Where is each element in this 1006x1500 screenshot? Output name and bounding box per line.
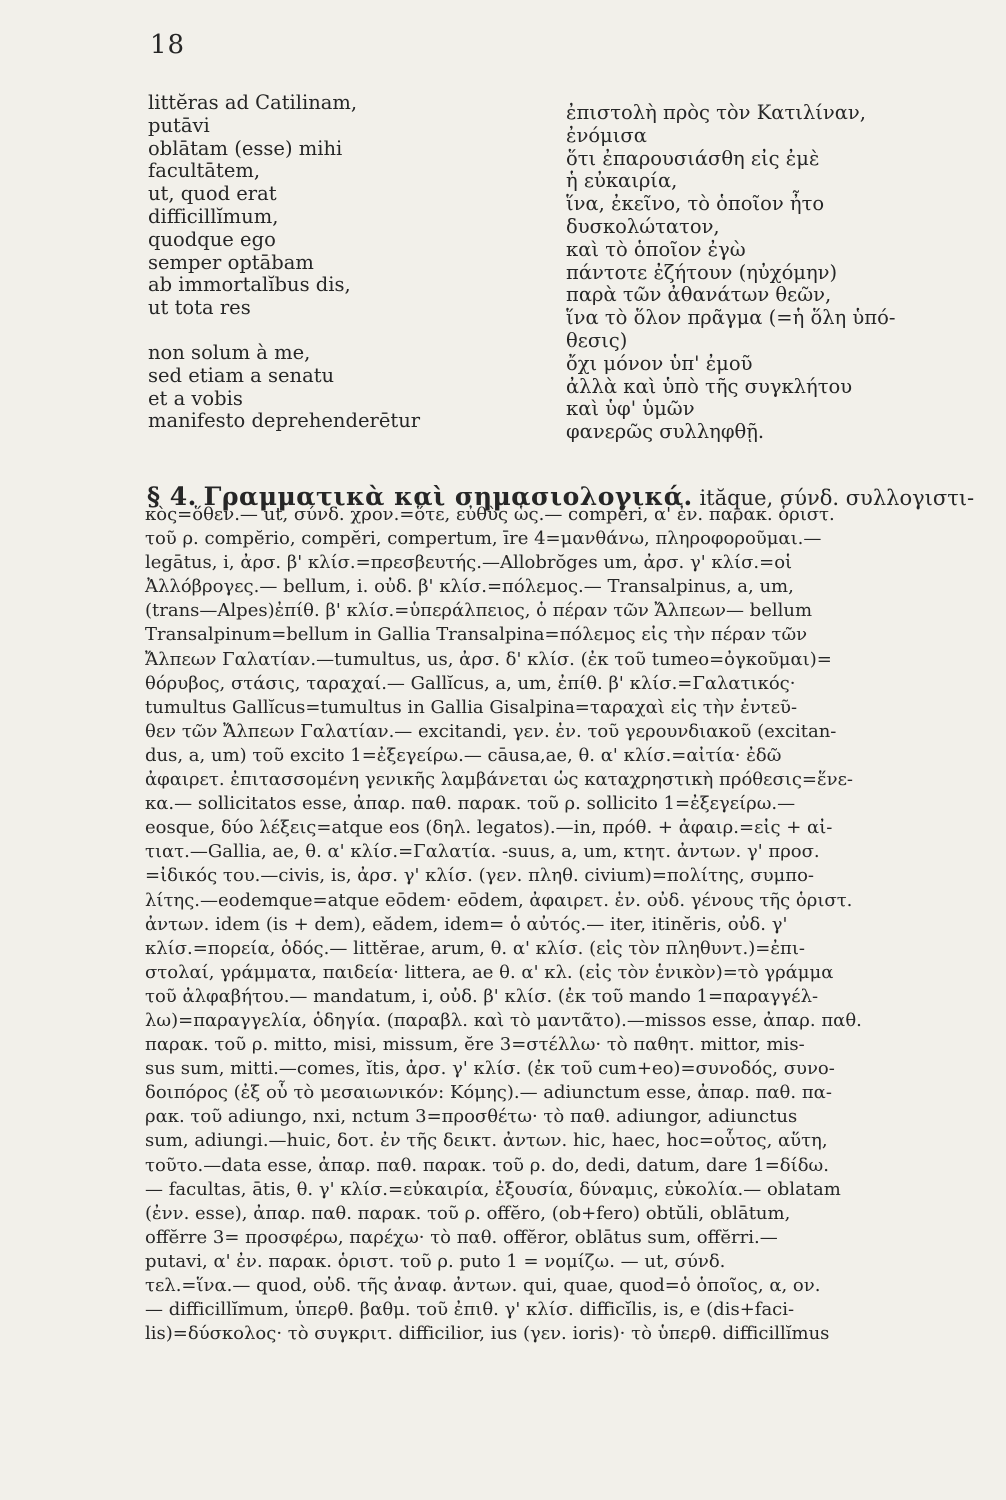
latin-line: sed etiam a senatu xyxy=(148,363,335,387)
body-line: τοῦ ρ. compĕrio, compĕri, compertum, īre 4=μανθάνω, πληροφοροῦμαι.— xyxy=(145,528,822,550)
body-line: putavi, α' ἐν. παρακ. ὁριστ. τοῦ ρ. puto 1 = νομίζω. — ut, σύνδ. xyxy=(145,1250,726,1272)
latin-line: et a vobis xyxy=(148,386,243,410)
body-line: τιατ.—Gallia, ae, θ. α' κλίσ.=Γαλατία. -suus, a, um, κτητ. ἀντων. γ' προσ. xyxy=(145,841,820,863)
body-line: κα.— sollicitatos esse, ἀπαρ. παθ. παρακ. τοῦ ρ. sollicito 1=ἐξεγείρω.— xyxy=(145,793,796,815)
body-line: (ἐνν. esse), ἀπαρ. παθ. παρακ. τοῦ ρ. offĕro, (ob+fero) obtŭli, oblātum, xyxy=(145,1202,791,1224)
latin-text-column xyxy=(148,92,548,433)
grammar-notes-body xyxy=(145,503,985,1346)
latin-line: difficillĭmum, xyxy=(148,204,279,228)
greek-line: παρὰ τῶν ἀθανάτων θεῶν, xyxy=(566,283,832,307)
latin-line: non solum à me, xyxy=(148,340,311,364)
body-line: — facultas, ātis, θ. γ' κλίσ.=εὐκαιρία, ἐξουσία, δύναμις, εὐκολία.— oblatam xyxy=(145,1178,841,1200)
greek-line: πάντοτε ἐζήτουν (ηὐχόμην) xyxy=(566,260,838,284)
greek-line: καὶ ὑφ' ὑμῶν xyxy=(566,397,695,421)
latin-line: littĕras ad Catilinam, xyxy=(148,91,358,114)
greek-line: ἀλλὰ καὶ ὑπὸ τῆς συγκλήτου xyxy=(566,374,853,398)
body-line: Ἄλπεων Γαλατίαν.—tumultus, us, ἀρσ. δ' κλίσ. (ἐκ τοῦ tumeo=ὀγκοῦμαι)= xyxy=(145,648,832,670)
body-line: dus, a, um) τοῦ excito 1=ἐξεγείρω.— cāusa,ae, θ. α' κλίσ.=αἰτία· ἐδῶ xyxy=(145,744,782,766)
body-line: θεν τῶν Ἄλπεων Γαλατίαν.— excitandi, γεν. ἐν. τοῦ γερουνδιακοῦ (excitan- xyxy=(145,720,837,742)
body-line: eosque, δύο λέξεις=atque eos (δηλ. legatos).—in, πρόθ. + ἀφαιρ.=εἰς + αἰ- xyxy=(145,817,833,839)
body-line: θόρυβος, στάσις, ταραχαί.— Gallĭcus, a, um, ἐπίθ. β' κλίσ.=Γαλατικός· xyxy=(145,672,796,694)
latin-line: manifesto deprehenderētur xyxy=(148,409,421,433)
latin-line-gap xyxy=(148,320,548,342)
greek-translation-column xyxy=(566,102,986,444)
latin-line: ut tota res xyxy=(148,296,251,320)
body-line: Transalpinum=bellum in Gallia Transalpina=πόλεμος εἰς τὴν πέραν τῶν xyxy=(145,624,808,646)
body-line: τοῦ ἀλφαβήτου.— mandatum, i, οὐδ. β' κλίσ. (ἐκ τοῦ mando 1=παραγγέλ- xyxy=(145,985,819,1007)
body-line: lis)=δύσκολος· τὸ συγκριτ. difficilior, ius (γεν. ioris)· τὸ ὑπερθ. difficillĭmus xyxy=(145,1323,830,1345)
latin-line: semper optābam xyxy=(148,250,314,274)
greek-line: θεσις) xyxy=(566,328,628,352)
body-line: legātus, i, ἀρσ. β' κλίσ.=πρεσβευτής.—Allobrŏges um, ἀρσ. γ' κλίσ.=οἱ xyxy=(145,552,793,574)
latin-line: quodque ego xyxy=(148,227,276,251)
body-line: =ἰδικός του.—civis, is, ἀρσ. γ' κλίσ. (γεν. πληθ. civium)=πολίτης, συμπο- xyxy=(145,865,815,887)
body-line: — difficillĭmum, ὑπερθ. βαθμ. τοῦ ἐπιθ. γ' κλίσ. difficĭlis, is, e (dis+faci- xyxy=(145,1299,795,1321)
latin-line: ab immortalĭbus dis, xyxy=(148,273,351,297)
greek-line: ἐνόμισα xyxy=(566,123,647,147)
page-number: 18 xyxy=(150,30,186,60)
latin-line: oblātam (esse) mihi xyxy=(148,136,343,160)
latin-line: putāvi xyxy=(148,113,210,137)
body-line: ρακ. τοῦ adiungo, nxi, nctum 3=προσθέτω· τὸ παθ. adiungor, adiunctus xyxy=(145,1106,798,1128)
body-line: Ἀλλόβρογες.— bellum, i. οὐδ. β' κλίσ.=πόλεμος.— Transalpinus, a, um, xyxy=(145,576,794,598)
body-line: ἀφαιρετ. ἐπιτασσομένη γενικῆς λαμβάνεται ὡς καταχρηστικὴ πρόθεσις=ἕνε- xyxy=(145,769,853,791)
greek-line: ὅτι ἐπαρουσιάσθη εἰς ἐμὲ xyxy=(566,146,820,170)
greek-line: καὶ τὸ ὁποῖον ἐγὼ xyxy=(566,237,746,261)
body-line: sus sum, mitti.—comes, ĭtis, ἀρσ. γ' κλίσ. (ἐκ τοῦ cum+eo)=συνοδός, συνο- xyxy=(145,1058,835,1080)
greek-line: ἵνα τὸ ὅλον πρᾶγμα (=ἡ ὅλη ὑπό- xyxy=(566,306,896,330)
body-line: (trans—Alpes)ἐπίθ. β' κλίσ.=ὑπεράλπειος, ὁ πέραν τῶν Ἄλπεων— bellum xyxy=(145,600,813,622)
greek-line: δυσκολώτατον, xyxy=(566,214,720,238)
body-line: κὸς=ὅθεν.— ut, σύνδ. χρον.=ὅτε, εὐθὺς ὡς.— compĕri, α' ἐν. παρακ. ὁριστ. xyxy=(145,504,835,525)
body-line: λίτης.—eodemque=atque eōdem· eōdem, ἀφαιρετ. ἐν. οὐδ. γένους τῆς ὁριστ. xyxy=(145,889,853,911)
body-line: ἀντων. idem (is + dem), eădem, idem= ὁ αὐτός.— iter, itinĕris, οὐδ. γ' xyxy=(145,913,788,935)
greek-line: ἵνα, ἐκεῖνο, τὸ ὁποῖον ἦτο xyxy=(566,192,825,216)
body-line: offĕrre 3= προσφέρω, παρέχω· τὸ παθ. offĕror, oblātus sum, offĕrri.— xyxy=(145,1226,778,1248)
greek-line: ὄχι μόνον ὑπ' ἐμοῦ xyxy=(566,351,753,375)
body-line: λω)=παραγγελία, ὁδηγία. (παραβλ. καὶ τὸ μαντᾶτο).—missos esse, ἀπαρ. παθ. xyxy=(145,1009,862,1031)
body-line: δοιπόρος (ἐξ οὗ τὸ μεσαιωνικόν: Κόμης).— adiunctum esse, ἀπαρ. παθ. πα- xyxy=(145,1082,832,1104)
body-line: sum, adiungi.—huic, δοτ. ἐν τῆς δεικτ. ἀντων. hic, haec, hoc=οὗτος, αὕτη, xyxy=(145,1130,828,1152)
body-line: παρακ. τοῦ ρ. mitto, misi, missum, ĕre 3=στέλλω· τὸ παθητ. mittor, mis- xyxy=(145,1034,805,1056)
body-line: τελ.=ἵνα.— quod, οὐδ. τῆς ἀναφ. ἀντων. qui, quae, quod=ὁ ὁποῖος, α, ον. xyxy=(145,1275,821,1296)
greek-line: ἡ εὐκαιρία, xyxy=(566,169,678,193)
latin-line: ut, quod erat xyxy=(148,182,277,206)
body-line: στολαί, γράμματα, παιδεία· littera, ae θ. α' κλ. (εἰς τὸν ἑνικὸν)=τὸ γράμμα xyxy=(145,961,834,983)
latin-line: facultātem, xyxy=(148,159,261,183)
body-line: tumultus Gallĭcus=tumultus in Gallia Gisalpina=ταραχαὶ εἰς τὴν ἐντεῦ- xyxy=(145,696,798,718)
greek-line: φανερῶς συλληφθῇ. xyxy=(566,420,765,444)
greek-line: ἐπιστολὴ πρὸς τὸν Κατιλίναν, xyxy=(566,101,866,124)
body-line: κλίσ.=πορεία, ὁδός.— littĕrae, arum, θ. α' κλίσ. (εἰς τὸν πληθυντ.)=ἐπι- xyxy=(145,937,805,959)
section-first-line-text: ităque, σύνδ. συλλογιστι- xyxy=(699,486,975,510)
body-line: τοῦτο.—data esse, ἀπαρ. παθ. παρακ. τοῦ ρ. do, dedi, datum, dare 1=δίδω. xyxy=(145,1154,829,1176)
section-number: § 4. xyxy=(147,482,197,511)
section-title: Γραμματικὰ καὶ σημασιολογικά. xyxy=(203,482,693,511)
